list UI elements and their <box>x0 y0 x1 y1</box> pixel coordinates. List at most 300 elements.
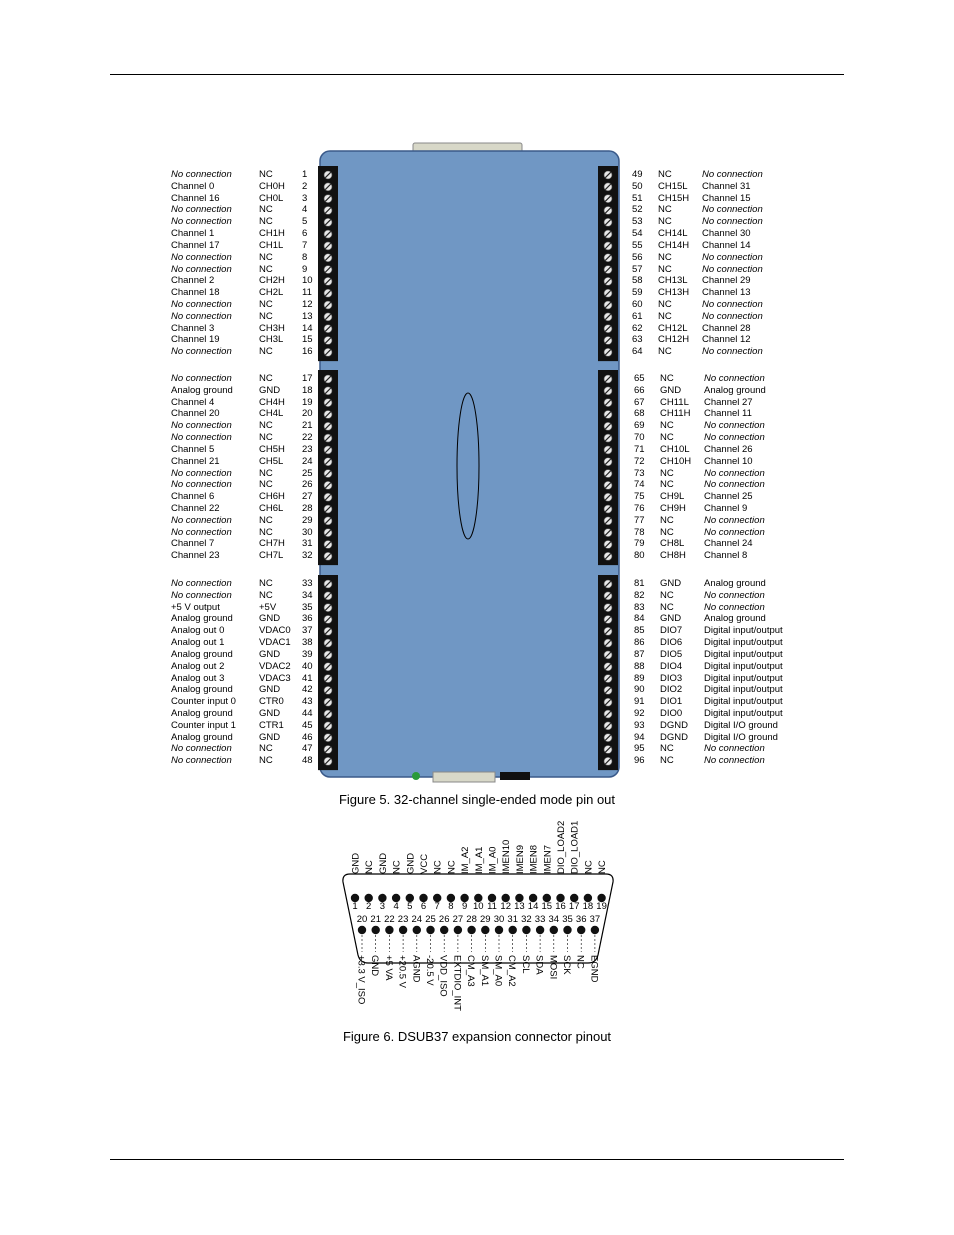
pin-number: 21 <box>302 420 313 432</box>
pin-description: Analog ground <box>704 613 766 625</box>
pin-signal: NC <box>658 310 672 322</box>
pin-signal: NC <box>259 755 273 767</box>
pin-description: Channel 30 <box>702 228 751 240</box>
dsub-pin <box>509 926 517 934</box>
pin-signal: VDAC3 <box>259 672 291 684</box>
dsub-pin-signal: IMEN10 <box>501 839 513 874</box>
pin-row-left <box>0 527 320 539</box>
pin-row-left <box>0 373 320 385</box>
pin-description: Analog ground <box>704 384 766 396</box>
screw-terminal-icon <box>324 336 332 344</box>
pin-signal: NC <box>660 601 674 613</box>
pin-description: No connection <box>171 526 232 538</box>
pin-description: Digital I/O ground <box>704 719 778 731</box>
dsub-pin-number: 27 <box>452 914 464 925</box>
pin-number: 11 <box>302 287 312 299</box>
pin-number: 7 <box>302 239 308 251</box>
screw-terminal-icon <box>604 651 612 659</box>
pin-number: 6 <box>302 228 308 240</box>
pin-row-right <box>620 397 820 409</box>
pin-number: 69 <box>634 420 645 432</box>
dsub-pin-number: 31 <box>507 914 518 925</box>
pin-signal: NC <box>660 755 674 767</box>
figure5-caption: Figure 5. 32-channel single-ended mode pin out <box>338 792 616 807</box>
pin-signal: NC <box>259 216 273 228</box>
dsub-pin-number: 9 <box>461 901 468 912</box>
screw-terminal-icon <box>324 399 332 407</box>
pin-description: No connection <box>704 373 765 384</box>
pin-signal: DGND <box>660 731 688 743</box>
pin-description: Digital input/output <box>704 637 783 649</box>
pin-number: 95 <box>634 743 645 755</box>
pin-row-left <box>0 661 320 673</box>
pin-signal: NC <box>259 526 273 538</box>
pin-signal: NC <box>658 299 672 311</box>
pin-signal: CH6H <box>259 491 285 503</box>
pin-signal: VDAC0 <box>259 625 291 637</box>
pin-signal: CH4H <box>259 396 285 408</box>
screw-terminal-icon <box>324 592 332 600</box>
pin-number: 52 <box>632 204 643 216</box>
pin-description: Digital input/output <box>704 696 783 708</box>
pin-signal: VDAC1 <box>259 637 291 649</box>
pin-row-right <box>620 661 820 673</box>
dsub-pin <box>426 926 434 934</box>
pin-row-right <box>620 491 820 503</box>
pin-row-right <box>620 299 820 311</box>
pin-description: No connection <box>702 310 763 322</box>
pin-signal: CH2L <box>259 287 284 299</box>
screw-terminal-icon <box>324 434 332 442</box>
status-led-icon <box>412 772 420 780</box>
pin-row-left <box>0 503 320 515</box>
pin-number: 71 <box>634 443 645 455</box>
screw-terminal-icon <box>604 722 612 730</box>
pin-description: Analog out 0 <box>171 625 225 637</box>
pin-number: 42 <box>302 684 313 696</box>
pin-description: Channel 23 <box>171 550 220 562</box>
pin-signal: VDAC2 <box>259 660 291 672</box>
dsub-pin-signal: SM_A1 <box>478 955 490 987</box>
pin-row-right <box>620 169 820 181</box>
pin-description: Analog ground <box>171 708 233 720</box>
dsub-pin-signal: CM_A3 <box>465 955 477 987</box>
pin-description: No connection <box>171 373 232 384</box>
dsub-pin-number: 15 <box>541 901 553 912</box>
dsub-pin-signal: EGND <box>588 955 600 983</box>
screw-terminal-icon <box>604 277 612 285</box>
pin-signal: DIO5 <box>660 648 683 660</box>
pin-row-right <box>620 181 820 193</box>
pin-row-left <box>0 264 320 276</box>
pin-signal: GND <box>259 708 281 720</box>
screw-terminal-icon <box>324 458 332 466</box>
pin-number: 68 <box>634 408 645 420</box>
dsub-pin-number: 12 <box>500 901 511 912</box>
screw-terminal-icon <box>604 757 612 765</box>
screw-terminal-icon <box>324 722 332 730</box>
pin-row-left <box>0 240 320 252</box>
dsub-pin <box>385 926 393 934</box>
pin-description: Channel 4 <box>171 396 215 408</box>
pin-signal: CH3L <box>259 334 284 346</box>
screw-terminal-icon <box>604 399 612 407</box>
screw-terminal-icon <box>324 387 332 395</box>
pin-signal: CH10H <box>660 455 692 467</box>
dsub-pin-signal: NC <box>574 955 586 969</box>
pin-row-left <box>0 193 320 205</box>
pin-signal: DGND <box>660 719 688 731</box>
screw-terminal-icon <box>324 639 332 647</box>
pin-row-left <box>0 169 320 181</box>
pin-description: No connection <box>704 420 765 432</box>
pin-row-right <box>620 334 820 346</box>
pin-row-right <box>620 216 820 228</box>
pin-description: Counter input 1 <box>171 719 236 731</box>
pin-description: No connection <box>171 346 232 358</box>
screw-terminal-icon <box>604 206 612 214</box>
pin-signal: DIO2 <box>660 684 683 696</box>
pin-row-left <box>0 578 320 590</box>
pin-row-left <box>0 613 320 625</box>
dsub-pin-signal: SM_A0 <box>492 955 504 987</box>
pin-row-right <box>620 373 820 385</box>
dsub-pin-signal: IMEN9 <box>514 844 526 874</box>
pin-signal: GND <box>259 613 281 625</box>
pin-signal: CH11L <box>660 396 689 408</box>
pin-row-right <box>620 323 820 335</box>
pin-signal: NC <box>658 204 672 216</box>
screw-terminal-icon <box>324 348 332 356</box>
pin-description: +5 V output <box>171 601 220 613</box>
pin-description: Analog out 3 <box>171 672 225 684</box>
pin-number: 16 <box>302 346 313 358</box>
pin-description: No connection <box>171 755 232 767</box>
pin-signal: NC <box>658 263 672 275</box>
screw-terminal-icon <box>324 230 332 238</box>
pin-description: Channel 12 <box>702 334 751 346</box>
dsub-pin <box>358 926 366 934</box>
pin-signal: DIO0 <box>660 708 683 720</box>
pin-row-left <box>0 420 320 432</box>
pin-row-left <box>0 287 320 299</box>
pin-number: 29 <box>302 514 313 526</box>
pin-number: 76 <box>634 503 645 515</box>
dsub-pin <box>536 926 544 934</box>
pin-signal: CH2H <box>259 275 285 287</box>
pin-number: 83 <box>634 601 645 613</box>
pin-signal: NC <box>658 251 672 263</box>
pin-row-right <box>620 578 820 590</box>
dsub-pin-signal: NC <box>364 860 376 874</box>
screw-terminal-icon <box>604 493 612 501</box>
pin-signal: CH9H <box>660 503 686 515</box>
pin-row-right <box>620 527 820 539</box>
screw-terminal-icon <box>324 171 332 179</box>
screw-terminal-icon <box>324 446 332 454</box>
dsub-pin-number: 19 <box>596 901 607 912</box>
pin-row-left <box>0 299 320 311</box>
pin-number: 24 <box>302 455 313 467</box>
pin-number: 79 <box>634 538 645 550</box>
pin-number: 64 <box>632 346 643 358</box>
pin-row-right <box>620 311 820 323</box>
pin-number: 81 <box>634 578 645 589</box>
pin-description: No connection <box>171 420 232 432</box>
pin-number: 94 <box>634 731 645 743</box>
pin-row-right <box>620 637 820 649</box>
pin-number: 87 <box>634 648 645 660</box>
pin-signal: CTR0 <box>259 696 284 708</box>
screw-terminal-icon <box>604 422 612 430</box>
pin-description: Channel 2 <box>171 275 215 287</box>
pin-number: 90 <box>634 684 645 696</box>
pin-description: Channel 17 <box>171 239 220 251</box>
dsub-pin-signal: NC <box>446 860 458 874</box>
pin-number: 48 <box>302 755 313 767</box>
dsub-pin-number: 26 <box>438 914 450 925</box>
dsub-pin-signal: MOSI <box>547 955 559 980</box>
pin-row-left <box>0 743 320 755</box>
pin-description: Channel 19 <box>171 334 220 346</box>
pin-description: Channel 15 <box>702 192 751 204</box>
pin-description: No connection <box>171 743 232 755</box>
pin-number: 4 <box>302 204 308 216</box>
screw-terminal-icon <box>324 206 332 214</box>
pin-row-left <box>0 444 320 456</box>
dsub-pin-number: 29 <box>480 914 491 925</box>
pin-number: 33 <box>302 578 313 589</box>
pin-description: Digital input/output <box>704 684 783 696</box>
pin-row-left <box>0 468 320 480</box>
screw-terminal-icon <box>604 745 612 753</box>
screw-terminal-icon <box>324 289 332 297</box>
screw-terminal-icon <box>604 663 612 671</box>
pin-number: 18 <box>302 384 313 396</box>
pin-number: 91 <box>634 696 645 708</box>
pin-row-left <box>0 491 320 503</box>
pin-number: 38 <box>302 637 313 649</box>
pin-row-right <box>620 204 820 216</box>
pin-row-right <box>620 287 820 299</box>
pin-description: Channel 7 <box>171 538 215 550</box>
pin-description: No connection <box>704 526 765 538</box>
pin-row-left <box>0 346 320 358</box>
dsub-pin <box>563 926 571 934</box>
pin-number: 92 <box>634 708 645 720</box>
screw-terminal-icon <box>604 325 612 333</box>
pin-number: 56 <box>632 251 643 263</box>
pin-number: 82 <box>634 589 645 601</box>
pin-signal: NC <box>660 467 674 479</box>
pin-number: 17 <box>302 373 313 384</box>
screw-terminal-icon <box>324 266 332 274</box>
pin-signal: CH14L <box>658 228 688 240</box>
dsub-pin <box>413 926 421 934</box>
screw-terminal-icon <box>604 375 612 383</box>
screw-terminal-icon <box>324 745 332 753</box>
pin-signal: DIO4 <box>660 660 683 672</box>
screw-terminal-icon <box>324 757 332 765</box>
pin-number: 66 <box>634 384 645 396</box>
screw-terminal-icon <box>324 580 332 588</box>
pin-description: No connection <box>704 467 765 479</box>
pin-number: 55 <box>632 239 643 251</box>
dsub-pin-number: 35 <box>562 914 573 925</box>
pin-description: No connection <box>702 346 763 358</box>
dsub-pin-signal: VDD_ISO <box>437 955 449 997</box>
pin-row-right <box>620 408 820 420</box>
dsub-pin-signal: IMEN7 <box>542 844 554 874</box>
dsub-pin-number: 24 <box>411 914 423 925</box>
pin-signal: CH7L <box>259 550 284 562</box>
pin-row-left <box>0 334 320 346</box>
pin-row-left <box>0 602 320 614</box>
dsub-pin <box>522 926 530 934</box>
dsub-pin-number: 7 <box>434 901 440 912</box>
screw-terminal-icon <box>604 195 612 203</box>
pin-description: Channel 31 <box>702 180 751 192</box>
pin-signal: NC <box>259 743 273 755</box>
pin-signal: NC <box>259 432 273 444</box>
screw-terminal-icon <box>604 387 612 395</box>
screw-terminal-icon <box>324 422 332 430</box>
pin-signal: NC <box>660 420 674 432</box>
pin-description: Channel 10 <box>704 455 753 467</box>
screw-terminal-icon <box>604 604 612 612</box>
pin-number: 22 <box>302 432 313 444</box>
dsub-pin-signal: IM_A0 <box>487 846 499 874</box>
pin-description: Channel 11 <box>704 408 752 420</box>
pin-signal: NC <box>660 432 674 444</box>
pin-signal: CH15L <box>658 180 688 192</box>
screw-terminal-icon <box>324 493 332 501</box>
dsub-pin-signal: GND <box>405 852 417 874</box>
pin-signal: NC <box>660 514 674 526</box>
pin-number: 14 <box>302 322 313 334</box>
bottom-connector-tab <box>433 772 495 782</box>
dsub-pin-number: 36 <box>575 914 587 925</box>
pin-signal: NC <box>259 479 273 491</box>
dsub-pin-number: 6 <box>420 901 427 912</box>
pin-number: 43 <box>302 696 313 708</box>
dsub-pin-number: 1 <box>352 901 358 912</box>
dsub-pin <box>399 926 407 934</box>
screw-terminal-icon <box>324 552 332 560</box>
screw-terminal-icon <box>324 218 332 226</box>
screw-terminal-icon <box>604 446 612 454</box>
dsub-pin-signal: +3.3 V_ISO <box>355 955 367 1005</box>
screw-terminal-icon <box>604 470 612 478</box>
dsub-pin-signal: +5 VA <box>382 955 394 981</box>
pin-number: 37 <box>302 625 313 637</box>
pin-signal: NC <box>259 514 273 526</box>
pin-number: 62 <box>632 322 643 334</box>
pin-number: 28 <box>302 503 313 515</box>
dsub-pin-number: 20 <box>356 914 368 925</box>
pin-signal: CH1H <box>259 228 285 240</box>
pin-signal: CH8L <box>660 538 685 550</box>
pin-number: 47 <box>302 743 313 755</box>
pin-number: 67 <box>634 396 645 408</box>
pin-description: No connection <box>171 578 232 589</box>
pin-signal: NC <box>259 373 273 384</box>
dsub-pin-signal: IM_A2 <box>460 846 472 874</box>
pin-row-right <box>620 732 820 744</box>
pin-description: Analog ground <box>171 684 233 696</box>
pin-description: Channel 18 <box>171 287 220 299</box>
pin-number: 61 <box>632 310 643 322</box>
pin-signal: CH11H <box>660 408 691 420</box>
pin-signal: CH1L <box>259 239 284 251</box>
pin-row-left <box>0 720 320 732</box>
dsub-pin-signal: SCK <box>561 955 572 975</box>
pin-signal: GND <box>259 384 281 396</box>
screw-terminal-icon <box>604 336 612 344</box>
dsub-pin-signal: SCL <box>519 955 531 974</box>
pin-description: Channel 9 <box>704 503 748 515</box>
screw-terminal-icon <box>324 710 332 718</box>
pin-row-left <box>0 649 320 661</box>
pin-row-left <box>0 252 320 264</box>
pin-description: Analog ground <box>704 578 766 589</box>
pin-row-right <box>620 193 820 205</box>
dsub-pin <box>495 926 503 934</box>
pin-row-left <box>0 311 320 323</box>
pin-description: No connection <box>704 601 765 613</box>
dsub-pin-number: 13 <box>514 901 525 912</box>
dsub-pin-number: 32 <box>521 914 532 925</box>
pin-number: 65 <box>634 373 645 384</box>
pin-signal: CH0H <box>259 180 285 192</box>
pin-signal: GND <box>259 731 281 743</box>
pin-description: Digital input/output <box>704 648 783 660</box>
dsub-pin <box>440 926 448 934</box>
screw-terminal-icon <box>604 505 612 513</box>
pin-number: 50 <box>632 180 643 192</box>
pin-description: No connection <box>171 467 232 479</box>
screw-terminal-icon <box>604 552 612 560</box>
screw-terminal-icon <box>604 710 612 718</box>
pin-row-left <box>0 432 320 444</box>
dsub-pin-number: 3 <box>379 901 386 912</box>
pin-number: 9 <box>302 263 308 275</box>
pin-signal: NC <box>259 589 273 601</box>
pin-number: 70 <box>634 432 645 444</box>
dsub-pin-signal: GND <box>369 955 381 977</box>
pin-number: 93 <box>634 719 645 731</box>
pin-number: 72 <box>634 455 645 467</box>
pin-number: 13 <box>302 310 313 322</box>
screw-terminal-icon <box>604 698 612 706</box>
pin-description: Channel 22 <box>171 503 220 515</box>
dsub-pin-number: 34 <box>548 914 560 925</box>
pin-description: Channel 26 <box>704 443 753 455</box>
pin-description: No connection <box>704 743 765 755</box>
pin-number: 3 <box>302 192 308 204</box>
screw-terminal-icon <box>324 375 332 383</box>
figure6-caption: Figure 6. DSUB37 expansion connector pinout <box>342 1029 612 1044</box>
pin-signal: GND <box>660 613 682 625</box>
pin-signal: NC <box>660 743 674 755</box>
screw-terminal-icon <box>604 348 612 356</box>
pin-number: 25 <box>302 467 313 479</box>
screw-terminal-icon <box>604 675 612 683</box>
pin-number: 36 <box>302 613 313 625</box>
pin-description: No connection <box>702 263 763 275</box>
pin-number: 2 <box>302 180 308 192</box>
dsub-pin-signal: DIO_LOAD2 <box>556 820 567 874</box>
